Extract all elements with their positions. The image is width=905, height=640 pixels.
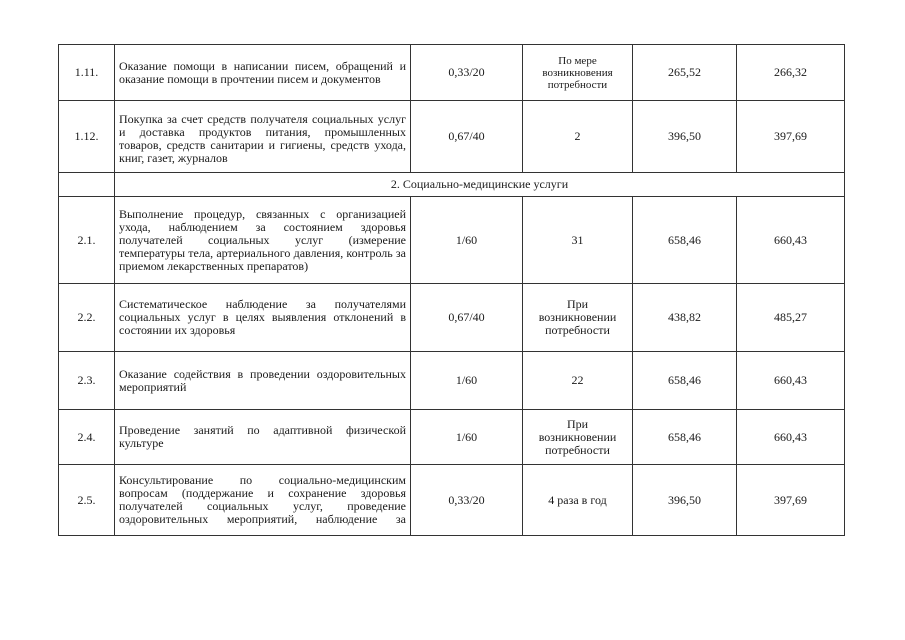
time-norm: 1/60 xyxy=(411,410,523,465)
service-frequency: По мере возникновения потребности xyxy=(523,45,633,101)
row-number: 2.5. xyxy=(59,465,115,536)
section-header-row xyxy=(59,173,845,197)
time-norm: 0,33/20 xyxy=(411,45,523,101)
service-description: Проведение занятий по адаптивной физической культуре xyxy=(115,410,411,465)
service-frequency xyxy=(523,284,633,352)
tariff-value-1: 658,46 xyxy=(633,410,737,465)
tariff-value-1: 396,50 xyxy=(633,465,737,536)
row-number: 1.11. xyxy=(59,45,115,101)
tariff-value-1: 396,50 xyxy=(633,101,737,173)
service-description: Оказание содействия в проведении оздоровительных мероприятий xyxy=(115,352,411,410)
table-row-2-3 xyxy=(59,352,845,410)
service-frequency: 22 xyxy=(523,352,633,410)
service-description: Оказание помощи в написании писем, обращений и оказание помощи в прочтении писем и документов xyxy=(115,45,411,101)
time-norm: 0,67/40 xyxy=(411,101,523,173)
row-number: 2.4. xyxy=(59,410,115,465)
service-description: Консультирование по социально-медицинским вопросам (поддержание и сохранение здоровья получателей социальных услуг, проведение оздоровительных мероприятий, наблюдение за xyxy=(115,465,411,536)
tariff-value-2: 397,69 xyxy=(737,101,845,173)
table-row-1-12 xyxy=(59,101,845,173)
row-number: 2.2. xyxy=(59,284,115,352)
table-row-2-5 xyxy=(59,465,845,536)
service-description: Покупка за счет средств получателя социальных услуг и доставка продуктов питания, промышленных товаров, средств санитарии и гигиены, средств ухода, книг, газет, журналов xyxy=(115,101,411,173)
table-row-1-11 xyxy=(59,45,845,101)
row-number: 2.3. xyxy=(59,352,115,410)
table-row-2-2 xyxy=(59,284,845,352)
time-norm: 1/60 xyxy=(411,197,523,284)
tariff-value-2: 397,69 xyxy=(737,465,845,536)
time-norm: 1/60 xyxy=(411,352,523,410)
service-description: Выполнение процедур, связанных с организацией ухода, наблюдением за состоянием здоровья получателей социальных услуг (измерение температуры тела, артериального давления, контроль за приемом лекарственных препаратов) xyxy=(115,197,411,284)
tariff-value-1: 658,46 xyxy=(633,352,737,410)
tariff-value-2: 660,43 xyxy=(737,352,845,410)
table-row-2-1 xyxy=(59,197,845,284)
row-number: 2.1. xyxy=(59,197,115,284)
table-row-2-4 xyxy=(59,410,845,465)
row-number: 1.12. xyxy=(59,101,115,173)
service-frequency-text: При возникновении потребности xyxy=(538,416,617,457)
tariff-value-2: 660,43 xyxy=(737,197,845,284)
tariff-value-2: 660,43 xyxy=(737,410,845,465)
section-title: 2. Социально-медицинские услуги xyxy=(115,173,845,197)
time-norm: 0,67/40 xyxy=(411,284,523,352)
service-frequency: 4 раза в год xyxy=(523,465,633,536)
tariff-value-1: 658,46 xyxy=(633,197,737,284)
time-norm: 0,33/20 xyxy=(411,465,523,536)
tariff-value-1: 265,52 xyxy=(633,45,737,101)
tariff-value-1: 438,82 xyxy=(633,284,737,352)
section-spacer-cell xyxy=(59,173,115,197)
service-frequency: 2 xyxy=(523,101,633,173)
tariff-value-2: 266,32 xyxy=(737,45,845,101)
tariff-value-2: 485,27 xyxy=(737,284,845,352)
services-table xyxy=(58,44,845,536)
service-description: Систематическое наблюдение за получателями социальных услуг в целях выявления отклонений в состоянии их здоровья xyxy=(115,284,411,352)
service-frequency xyxy=(523,410,633,465)
service-frequency: 31 xyxy=(523,197,633,284)
service-frequency-text: При возникновении потребности xyxy=(538,297,617,337)
